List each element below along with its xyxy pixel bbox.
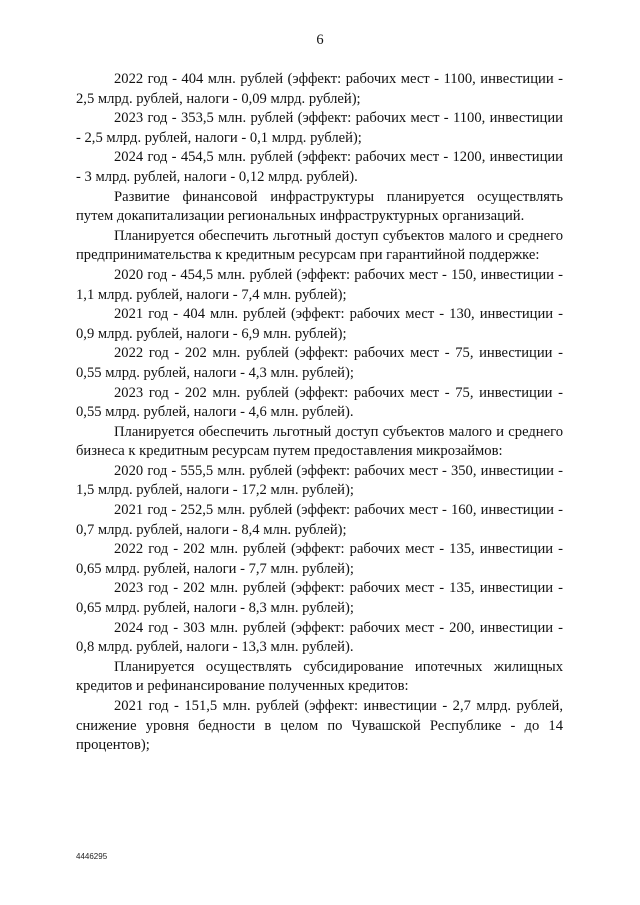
paragraph: Планируется осуществлять субсидирование ипотечных жилищных кредитов и рефинансирование полученных кредитов: [76,658,563,695]
document-body [76,70,563,756]
paragraph: Планируется обеспечить льготный доступ субъектов малого и среднего бизнеса к кредитным ресурсам путем предоставления микрозаймов: [76,423,563,460]
paragraph: 2024 год - 303 млн. рублей (эффект: рабочих мест - 200, инвестиции - 0,8 млрд. рублей, налоги - 13,3 млн. рублей). [76,619,563,656]
paragraph: 2023 год - 202 млн. рублей (эффект: рабочих мест - 135, инвестиции - 0,65 млрд. рублей, налоги - 8,3 млн. рублей); [76,580,563,617]
paragraph: Развитие финансовой инфраструктуры планируется осуществлять путем докапитализации региональных инфраструктурных организаций. [76,188,563,225]
paragraph: 2023 год - 202 млн. рублей (эффект: рабочих мест - 75, инвестиции - 0,55 млрд. рублей, налоги - 4,6 млн. рублей). [76,384,563,421]
paragraph: 2024 год - 454,5 млн. рублей (эффект: рабочих мест - 1200, инвестиции - 3 млрд. рублей, налоги - 0,12 млрд. рублей). [76,149,563,185]
paragraph: Планируется обеспечить льготный доступ субъектов малого и среднего предпринимательства к кредитным ресурсам при гарантийной поддержке: [76,227,563,264]
paragraph: 2020 год - 555,5 млн. рублей (эффект: рабочих мест - 350, инвестиции - 1,5 млрд. рублей, налоги - 17,2 млн. рублей); [76,462,563,499]
document-id: 4446295 [76,852,108,861]
paragraph: 2023 год - 353,5 млн. рублей (эффект: рабочих мест - 1100, инвестиции - 2,5 млрд. рублей, налоги - 0,1 млрд. рублей); [76,110,563,146]
paragraph: 2022 год - 202 млн. рублей (эффект: рабочих мест - 75, инвестиции - 0,55 млрд. рублей, налоги - 4,3 млн. рублей); [76,345,563,381]
paragraph: 2021 год - 404 млн. рублей (эффект: рабочих мест - 130, инвестиции - 0,9 млрд. рублей, налоги - 6,9 млн. рублей); [76,306,563,342]
paragraph: 2020 год - 454,5 млн. рублей (эффект: рабочих мест - 150, инвестиции - 1,1 млрд. рублей, налоги - 7,4 млн. рублей); [76,266,563,303]
page-number: 6 [316,32,324,48]
paragraph: 2022 год - 202 млн. рублей (эффект: рабочих мест - 135, инвестиции - 0,65 млрд. рублей, налоги - 7,7 млн. рублей); [76,541,563,577]
paragraph: 2021 год - 252,5 млн. рублей (эффект: рабочих мест - 160, инвестиции - 0,7 млрд. рублей, налоги - 8,4 млн. рублей); [76,502,563,538]
paragraph: 2022 год - 404 млн. рублей (эффект: рабочих мест - 1100, инвестиции - 2,5 млрд. рублей, налоги - 0,09 млрд. рублей); [76,71,563,107]
paragraph: 2021 год - 151,5 млн. рублей (эффект: инвестиции - 2,7 млрд. рублей, снижение уровня бедности в целом по Чувашской Республике - до 14 процентов); [76,698,563,754]
